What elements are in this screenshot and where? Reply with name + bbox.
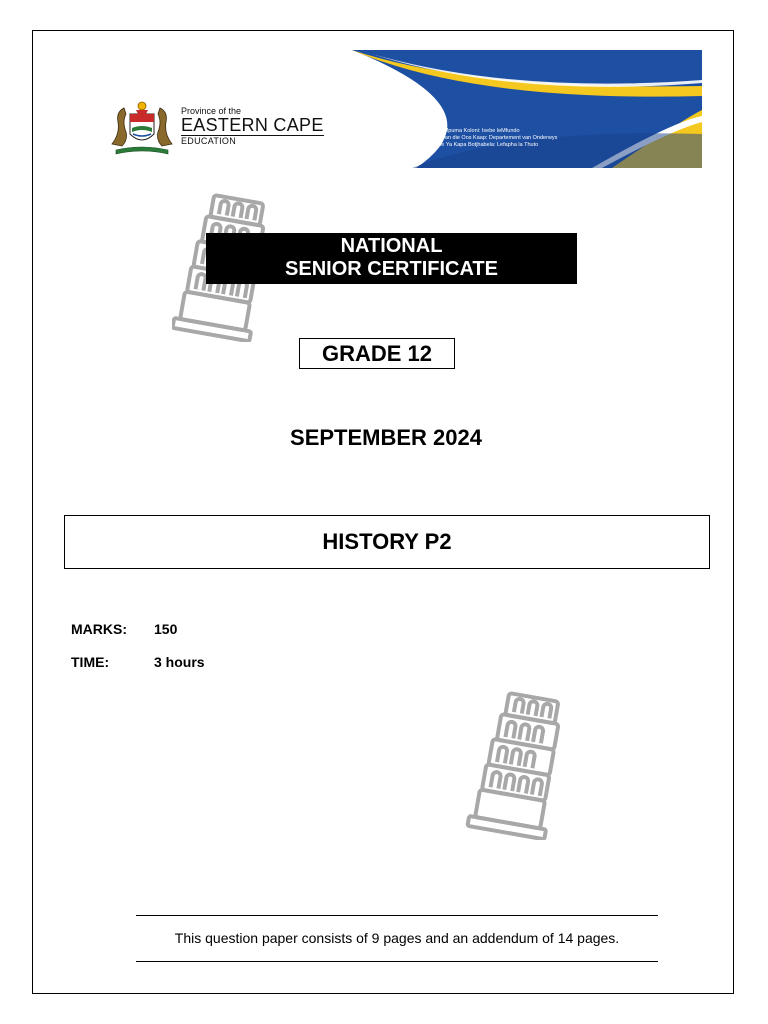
footer-divider-top (136, 915, 658, 916)
certificate-title-line2: SENIOR CERTIFICATE (285, 258, 498, 280)
exam-date: SEPTEMBER 2024 (290, 425, 482, 450)
page-count-note: This question paper consists of 9 pages and an addendum of 14 pages. (174, 930, 620, 946)
certificate-title-box (206, 233, 577, 284)
marks-value: 150 (154, 621, 178, 637)
marks-row (71, 621, 177, 637)
logo-province-text: Province of the (181, 106, 242, 116)
certificate-title-line1: NATIONAL (340, 235, 443, 257)
coat-of-arms-icon (106, 100, 178, 156)
footer-divider-bottom (136, 961, 658, 962)
department-banner (352, 50, 702, 168)
banner-line-afrikaans: Provinsie van die Oos Kaap: Departement van Onderwys (418, 135, 558, 141)
leaning-tower-icon (465, 688, 575, 840)
banner-line-sesotho: Porafensie Ya Kapa Botjhabela: Lefapha la Thuto (418, 142, 539, 148)
logo-name-text: EASTERN CAPE (181, 115, 324, 135)
page-border (32, 30, 734, 994)
time-label: TIME: (71, 654, 110, 670)
eastern-cape-logo (106, 100, 326, 158)
banner-text-block (418, 128, 698, 149)
time-value: 3 hours (154, 654, 205, 670)
grade-label: GRADE 12 (299, 338, 455, 369)
banner-line-xhosa: Iphondo leMpuma Koloni: Isebe leMfundo (418, 128, 520, 134)
logo-department-text: EDUCATION (181, 136, 237, 146)
marks-label: MARKS: (71, 621, 127, 637)
subject-title: HISTORY P2 (64, 515, 710, 569)
time-row (71, 654, 205, 670)
